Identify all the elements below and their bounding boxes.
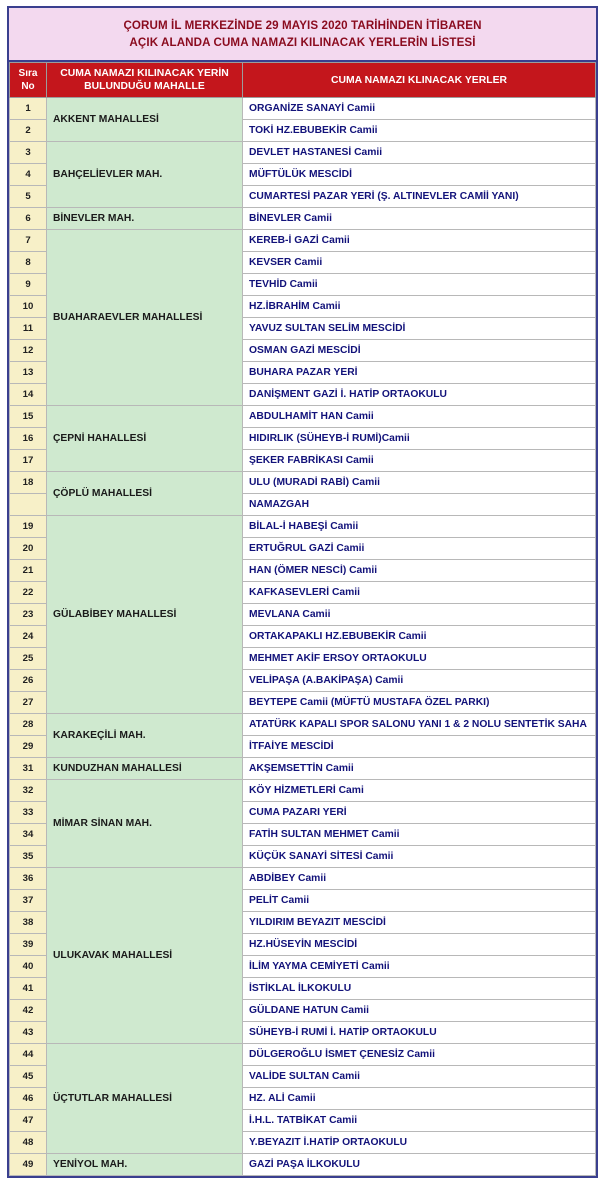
row-number-cell: 10: [10, 296, 47, 318]
neighborhood-cell: AKKENT MAHALLESİ: [47, 98, 243, 142]
neighborhood-cell: BİNEVLER MAH.: [47, 208, 243, 230]
row-number-cell: 42: [10, 1000, 47, 1022]
row-number-cell: 1: [10, 98, 47, 120]
table-row: [10, 230, 596, 252]
location-cell: BEYTEPE Camii (MÜFTÜ MUSTAFA ÖZEL PARKI): [243, 692, 596, 714]
table-row: [10, 208, 596, 230]
neighborhood-cell: KUNDUZHAN MAHALLESİ: [47, 758, 243, 780]
table-row: [10, 1044, 596, 1066]
row-number-cell: 22: [10, 582, 47, 604]
location-cell: İSTİKLAL İLKOKULU: [243, 978, 596, 1000]
row-number-cell: 28: [10, 714, 47, 736]
row-number-cell: 39: [10, 934, 47, 956]
neighborhood-cell: BAHÇELİEVLER MAH.: [47, 142, 243, 208]
row-number-cell: 8: [10, 252, 47, 274]
table-row: [10, 780, 596, 802]
location-cell: ULU (MURADİ RABİ) Camii: [243, 472, 596, 494]
location-cell: NAMAZGAH: [243, 494, 596, 516]
location-cell: DEVLET HASTANESİ Camii: [243, 142, 596, 164]
location-cell: OSMAN GAZİ MESCİDİ: [243, 340, 596, 362]
location-cell: İ.H.L. TATBİKAT Camii: [243, 1110, 596, 1132]
row-number-cell: 44: [10, 1044, 47, 1066]
row-number-cell: 14: [10, 384, 47, 406]
location-cell: MÜFTÜLÜK MESCİDİ: [243, 164, 596, 186]
table-row: [10, 472, 596, 494]
row-number-cell: 27: [10, 692, 47, 714]
location-cell: HAN (ÖMER NESCİ) Camii: [243, 560, 596, 582]
neighborhood-cell: BUAHARAEVLER MAHALLESİ: [47, 230, 243, 406]
row-number-cell: 34: [10, 824, 47, 846]
row-number-cell: 11: [10, 318, 47, 340]
location-cell: İLİM YAYMA CEMİYETİ Camii: [243, 956, 596, 978]
location-cell: HZ.İBRAHİM Camii: [243, 296, 596, 318]
table-header-row: [10, 63, 596, 98]
row-number-cell: 16: [10, 428, 47, 450]
location-cell: GAZİ PAŞA İLKOKULU: [243, 1154, 596, 1176]
row-number-cell: 24: [10, 626, 47, 648]
row-number-cell: 5: [10, 186, 47, 208]
table-row: [10, 714, 596, 736]
row-number-cell: 43: [10, 1022, 47, 1044]
location-cell: VELİPAŞA (A.BAKİPAŞA) Camii: [243, 670, 596, 692]
location-cell: KEVSER Camii: [243, 252, 596, 274]
location-cell: ŞEKER FABRİKASI Camii: [243, 450, 596, 472]
row-number-cell: 21: [10, 560, 47, 582]
document-frame: [7, 6, 598, 1178]
row-number-cell: 19: [10, 516, 47, 538]
location-cell: CUMARTESİ PAZAR YERİ (Ş. ALTINEVLER CAMİİ YANI): [243, 186, 596, 208]
row-number-cell: 46: [10, 1088, 47, 1110]
neighborhood-cell: ÇEPNİ HAHALLESİ: [47, 406, 243, 472]
row-number-cell: [10, 494, 47, 516]
table-row: [10, 868, 596, 890]
row-number-cell: 29: [10, 736, 47, 758]
location-cell: MEHMET AKİF ERSOY ORTAOKULU: [243, 648, 596, 670]
location-cell: ABDİBEY Camii: [243, 868, 596, 890]
row-number-cell: 38: [10, 912, 47, 934]
location-cell: İTFAİYE MESCİDİ: [243, 736, 596, 758]
location-cell: ORTAKAPAKLI HZ.EBUBEKİR Camii: [243, 626, 596, 648]
neighborhood-cell: YENİYOL MAH.: [47, 1154, 243, 1176]
column-header-no-line-1: Sıra: [18, 68, 38, 79]
neighborhood-cell: ÜÇTUTLAR MAHALLESİ: [47, 1044, 243, 1154]
column-header-mahalle-line-1: CUMA NAMAZI KILINACAK YERİN: [60, 68, 229, 79]
row-number-cell: 47: [10, 1110, 47, 1132]
location-cell: Y.BEYAZIT İ.HATİP ORTAOKULU: [243, 1132, 596, 1154]
row-number-cell: 15: [10, 406, 47, 428]
row-number-cell: 9: [10, 274, 47, 296]
location-cell: HZ. ALİ Camii: [243, 1088, 596, 1110]
row-number-cell: 18: [10, 472, 47, 494]
location-cell: KÜÇÜK SANAYİ SİTESİ Camii: [243, 846, 596, 868]
table-row: [10, 142, 596, 164]
table-row: [10, 98, 596, 120]
location-cell: YILDIRIM BEYAZIT MESCİDİ: [243, 912, 596, 934]
location-cell: VALİDE SULTAN Camii: [243, 1066, 596, 1088]
row-number-cell: 7: [10, 230, 47, 252]
page-title-line-2: AÇIK ALANDA CUMA NAMAZI KILINACAK YERLERİN LİSTESİ: [129, 36, 476, 49]
location-cell: DANİŞMENT GAZİ İ. HATİP ORTAOKULU: [243, 384, 596, 406]
row-number-cell: 40: [10, 956, 47, 978]
table-header: [10, 63, 596, 98]
location-cell: FATİH SULTAN MEHMET Camii: [243, 824, 596, 846]
row-number-cell: 41: [10, 978, 47, 1000]
location-cell: ABDULHAMİT HAN Camii: [243, 406, 596, 428]
document-title-block: [9, 8, 596, 62]
neighborhood-cell: MİMAR SİNAN MAH.: [47, 780, 243, 868]
location-cell: TEVHİD Camii: [243, 274, 596, 296]
table-row: [10, 516, 596, 538]
neighborhood-cell: GÜLABİBEY MAHALLESİ: [47, 516, 243, 714]
location-cell: HIDIRLIK (SÜHEYB-İ RUMİ)Camii: [243, 428, 596, 450]
row-number-cell: 37: [10, 890, 47, 912]
location-cell: DÜLGEROĞLU İSMET ÇENESİZ Camii: [243, 1044, 596, 1066]
table-body: [10, 98, 596, 1176]
row-number-cell: 4: [10, 164, 47, 186]
table-row: [10, 758, 596, 780]
row-number-cell: 25: [10, 648, 47, 670]
location-cell: SÜHEYB-İ RUMİ İ. HATİP ORTAOKULU: [243, 1022, 596, 1044]
location-cell: PELİT Camii: [243, 890, 596, 912]
column-header-no: [10, 63, 47, 98]
row-number-cell: 3: [10, 142, 47, 164]
location-cell: HZ.HÜSEYİN MESCİDİ: [243, 934, 596, 956]
neighborhood-cell: ÇÖPLÜ MAHALLESİ: [47, 472, 243, 516]
row-number-cell: 49: [10, 1154, 47, 1176]
column-header-mahalle: [47, 63, 243, 98]
row-number-cell: 35: [10, 846, 47, 868]
location-cell: MEVLANA Camii: [243, 604, 596, 626]
location-cell: KAFKASEVLERİ Camii: [243, 582, 596, 604]
location-cell: ORGANİZE SANAYİ Camii: [243, 98, 596, 120]
neighborhood-cell: KARAKEÇİLİ MAH.: [47, 714, 243, 758]
row-number-cell: 31: [10, 758, 47, 780]
location-cell: TOKİ HZ.EBUBEKİR Camii: [243, 120, 596, 142]
row-number-cell: 36: [10, 868, 47, 890]
location-cell: BİLAL-İ HABEŞİ Camii: [243, 516, 596, 538]
location-cell: YAVUZ SULTAN SELİM MESCİDİ: [243, 318, 596, 340]
location-cell: BİNEVLER Camii: [243, 208, 596, 230]
row-number-cell: 20: [10, 538, 47, 560]
column-header-no-line-2: No: [21, 81, 35, 92]
location-cell: ERTUĞRUL GAZİ Camii: [243, 538, 596, 560]
row-number-cell: 32: [10, 780, 47, 802]
row-number-cell: 6: [10, 208, 47, 230]
row-number-cell: 45: [10, 1066, 47, 1088]
row-number-cell: 23: [10, 604, 47, 626]
table-row: [10, 406, 596, 428]
location-cell: AKŞEMSETTİN Camii: [243, 758, 596, 780]
row-number-cell: 48: [10, 1132, 47, 1154]
row-number-cell: 26: [10, 670, 47, 692]
row-number-cell: 13: [10, 362, 47, 384]
neighborhood-cell: ULUKAVAK MAHALLESİ: [47, 868, 243, 1044]
table-row: [10, 1154, 596, 1176]
location-cell: CUMA PAZARI YERİ: [243, 802, 596, 824]
location-cell: KÖY HİZMETLERİ Cami: [243, 780, 596, 802]
row-number-cell: 33: [10, 802, 47, 824]
row-number-cell: 12: [10, 340, 47, 362]
row-number-cell: 17: [10, 450, 47, 472]
location-cell: GÜLDANE HATUN Camii: [243, 1000, 596, 1022]
location-cell: ATATÜRK KAPALI SPOR SALONU YANI 1 & 2 NOLU SENTETİK SAHA: [243, 714, 596, 736]
column-header-yer: CUMA NAMAZI KLINACAK YERLER: [243, 63, 596, 98]
mosque-list-table: [9, 62, 596, 1176]
location-cell: KEREB-İ GAZİ Camii: [243, 230, 596, 252]
row-number-cell: 2: [10, 120, 47, 142]
page-title-line-1: ÇORUM İL MERKEZİNDE 29 MAYIS 2020 TARİHİNDEN İTİBAREN: [123, 19, 482, 32]
column-header-mahalle-line-2: BULUNDUĞU MAHALLE: [84, 81, 205, 92]
location-cell: BUHARA PAZAR YERİ: [243, 362, 596, 384]
